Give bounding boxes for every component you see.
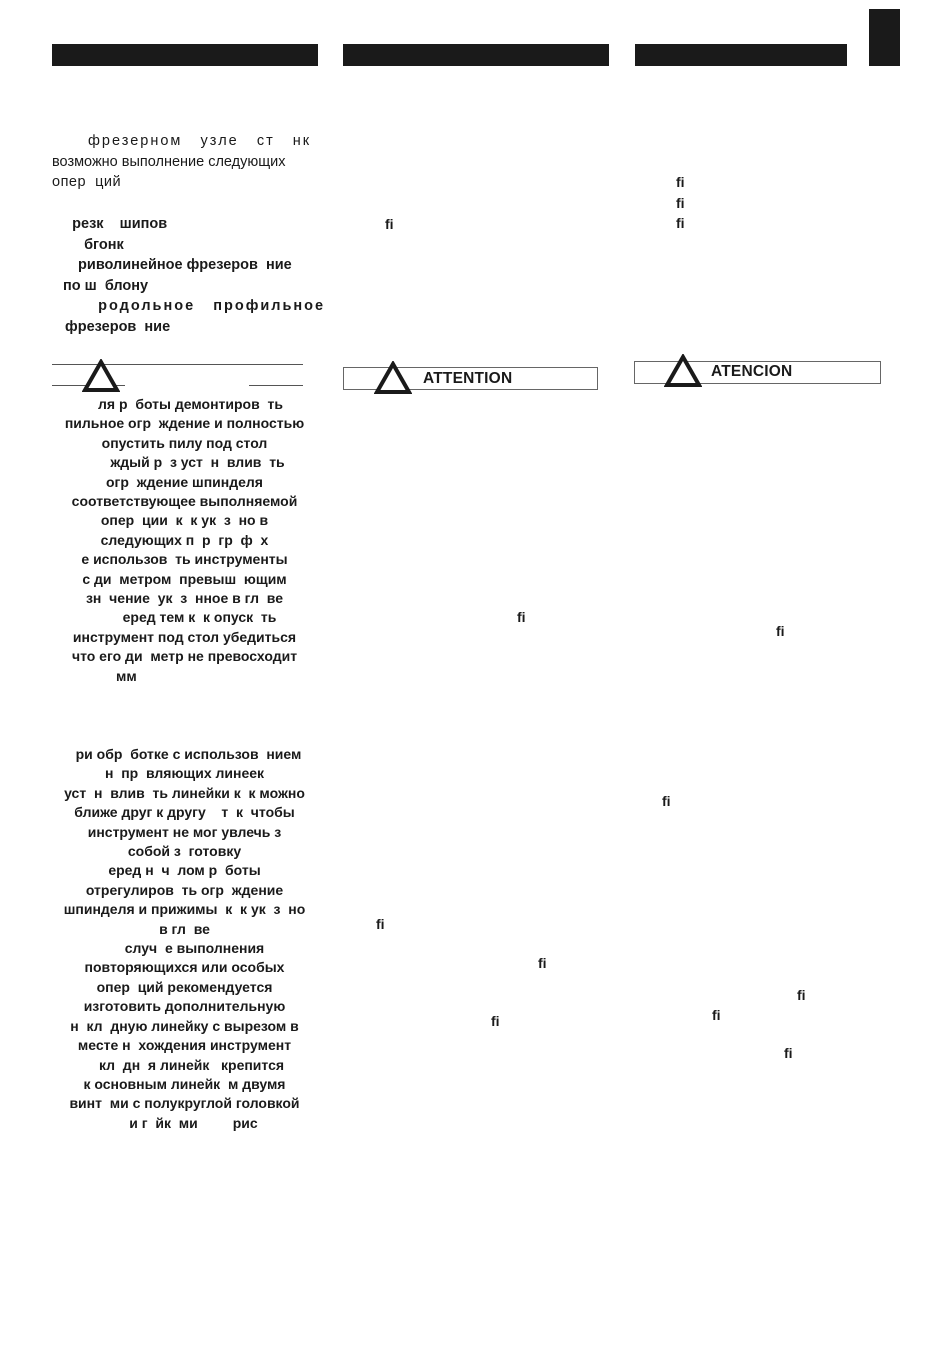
- warning-line: зн чение ук з нное в гл ве: [85, 590, 284, 607]
- warning-line: опер ций рекомендуется: [96, 978, 273, 995]
- section-header-bar-french: [343, 44, 609, 66]
- russian-operations-list: [52, 214, 326, 337]
- warning-line: пильное огр ждение и полностью: [64, 415, 305, 432]
- intro-line: фрезерном узле ст нк: [88, 133, 312, 149]
- warning-line: в гл ве: [159, 920, 210, 937]
- list-item: по ш блону: [59, 277, 149, 294]
- list-item: бгонк: [72, 236, 124, 253]
- russian-warning-2: [52, 745, 317, 1133]
- list-item: резк шипов: [52, 216, 168, 232]
- intro-line: возможно выполнение следующих: [52, 153, 286, 170]
- warning-line: опер ции к к ук з но в: [100, 512, 269, 529]
- warning-triangle-icon: [664, 354, 702, 388]
- warning-line: мм: [116, 667, 137, 684]
- warning-line: ри обр ботке с использов нием: [75, 746, 302, 762]
- warning-line: отрегулиров ть огр ждение: [85, 881, 284, 898]
- list-item: фрезеров ние: [61, 318, 171, 335]
- ligature-fragment: fi: [676, 174, 685, 190]
- list-item: родольное профильное: [74, 298, 326, 314]
- warning-line: повторяющихся или особых: [84, 959, 285, 976]
- warning-line: винт ми с полукруглой головкой: [69, 1095, 300, 1112]
- list-item: риволинейное фрезеров ние: [70, 257, 292, 273]
- warning-line: е использов ть инструменты: [81, 551, 288, 568]
- warning-line: ближе друг к другу т к чтобы: [74, 804, 295, 821]
- warning-line: ждый р з уст н влив ть: [110, 454, 285, 471]
- warning-rule-right: [249, 385, 303, 386]
- warning-line: огр ждение шпинделя: [106, 473, 263, 490]
- warning-line: еред н ч лом р боты: [108, 862, 261, 879]
- warning-line: с ди метром превыш ющим: [82, 570, 287, 587]
- warning-line: собой з готовку: [127, 843, 242, 860]
- ligature-fragment: fi: [676, 195, 685, 211]
- ligature-fragment: fi: [385, 216, 394, 232]
- page-corner-tab: [869, 9, 900, 66]
- warning-triangle-icon: [374, 361, 412, 395]
- warning-line: инструмент не мог увлечь з: [87, 823, 282, 840]
- warning-line: соответствующее выполняемой: [71, 493, 298, 510]
- ligature-fragment: fi: [712, 1007, 721, 1023]
- russian-intro: [52, 131, 317, 193]
- warning-line: следующих п р гр ф х: [100, 531, 269, 548]
- warning-line: шпинделя и прижимы к к ук з но: [63, 901, 306, 918]
- ligature-fragment: fi: [491, 1013, 500, 1029]
- warning-line: н пр вляющих линеек: [104, 765, 265, 782]
- russian-warning-1: [52, 395, 317, 686]
- ligature-fragment: fi: [784, 1045, 793, 1061]
- ligature-fragment: fi: [517, 609, 526, 625]
- section-header-bar-russian: [52, 44, 318, 66]
- warning-line: инструмент под стол убедиться: [72, 628, 297, 645]
- warning-line: опустить пилу под стол: [101, 434, 268, 451]
- warning-line: что его ди метр не превосходит: [71, 648, 298, 665]
- ligature-fragment: fi: [376, 916, 385, 932]
- warning-line: уст н влив ть линейки к к можно: [64, 784, 305, 801]
- ligature-fragment: fi: [676, 215, 685, 231]
- ligature-fragment: fi: [797, 987, 806, 1003]
- warning-line: н кл дную линейку с вырезом в: [70, 1017, 299, 1034]
- warning-line: ля р боты демонтиров ть: [98, 396, 283, 412]
- spanish-attention-label: ATENCION: [711, 363, 793, 380]
- warning-line: и г йк ми рис: [129, 1114, 258, 1131]
- warning-line: случ е выполнения: [124, 940, 265, 957]
- warning-line: изготовить дополнительную: [83, 998, 286, 1015]
- warning-line: к основным линейк м двумя: [83, 1075, 286, 1092]
- ligature-fragment: fi: [662, 793, 671, 809]
- warning-triangle-icon: [82, 359, 120, 393]
- ligature-fragment: fi: [776, 623, 785, 639]
- french-attention-label: ATTENTION: [423, 370, 513, 387]
- warning-line: месте н хождения инструмент: [77, 1037, 292, 1054]
- intro-line: опер ций: [52, 174, 122, 190]
- warning-line: кл дн я линейк крепится: [98, 1056, 285, 1073]
- ligature-fragment: fi: [538, 955, 547, 971]
- warning-line: еред тем к к опуск ть: [122, 609, 277, 626]
- section-header-bar-spanish: [635, 44, 847, 66]
